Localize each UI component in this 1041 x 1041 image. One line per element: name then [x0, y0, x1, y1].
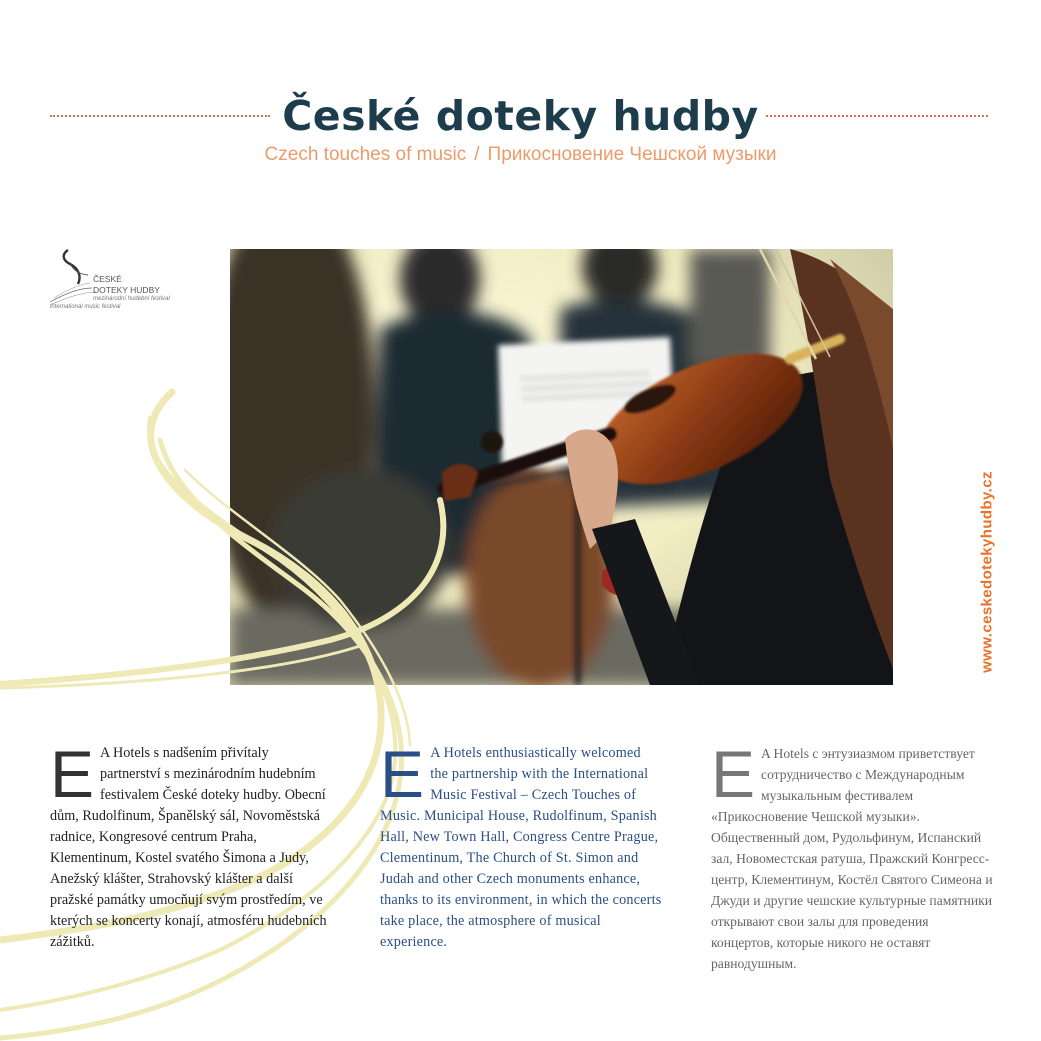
drop-cap: E	[711, 737, 756, 811]
english-paragraph: A Hotels enthusiastically welcomed the partnership with the International Music Festival – Czech Touches of Music. Municipal House, Rudolfinum, Spanish Hall, New Town Hall, Congress Centre Prague, Clementinum, The Church of St. Simon and Judah and other Czech monuments enhance, thanks to its environment, in which the concerts take place, the atmosphere of musical experience.	[380, 745, 662, 950]
subtitle-english: Czech touches of music	[264, 144, 467, 165]
logo-line-3: mezinárodní hudební festival	[93, 296, 170, 302]
logo-line-2: DOTEKY HUDBY	[93, 285, 160, 295]
drop-cap: E	[380, 737, 425, 811]
subtitle-separator: /	[474, 144, 480, 165]
logo-line-1: ČESKÉ	[93, 274, 122, 284]
czech-text-column	[50, 737, 332, 953]
violinist-photo	[230, 249, 893, 685]
festival-logo	[48, 248, 198, 318]
russian-text-column	[711, 737, 993, 974]
page-title: České doteky hudby	[282, 92, 759, 140]
logo-line-4: international music festival	[50, 304, 121, 310]
english-text-column	[380, 737, 662, 953]
page-subtitle	[0, 144, 1041, 166]
subtitle-russian: Прикосновение Чешской музыки	[487, 144, 777, 165]
website-link[interactable]: www.ceskedotekyhudby.cz	[978, 471, 996, 673]
russian-paragraph: A Hotels с энтузиазмом приветствует сотрудничество с Международным музыкальным фестивалем «Прикосновение Чешской музыки». Общественный дом, Рудольфинум, Испанский зал, Новоместская ратуша, Пражский Конгресс-центр, Клементинум, Костёл Святого Симеона и Джуди и другие чешские культурные памятники открывают свои залы для проведения концертов, которые никого не оставят равнодушным.	[711, 746, 993, 971]
drop-cap: E	[50, 737, 95, 811]
czech-paragraph: A Hotels s nadšením přivítaly partnerství s mezinárodním hudebním festivalem České doteky hudby. Obecní dům, Rudolfinum, Španělský sál, Novoměstská radnice, Kongresové centrum Praha, Klementinum, Kostel svatého Šimona a Judy, Anežský klášter, Strahovský klášter a další pražské památky umocňují svým prostředím, ve kterých se koncerty konají, atmosféru hudebních zážitků.	[50, 745, 327, 950]
